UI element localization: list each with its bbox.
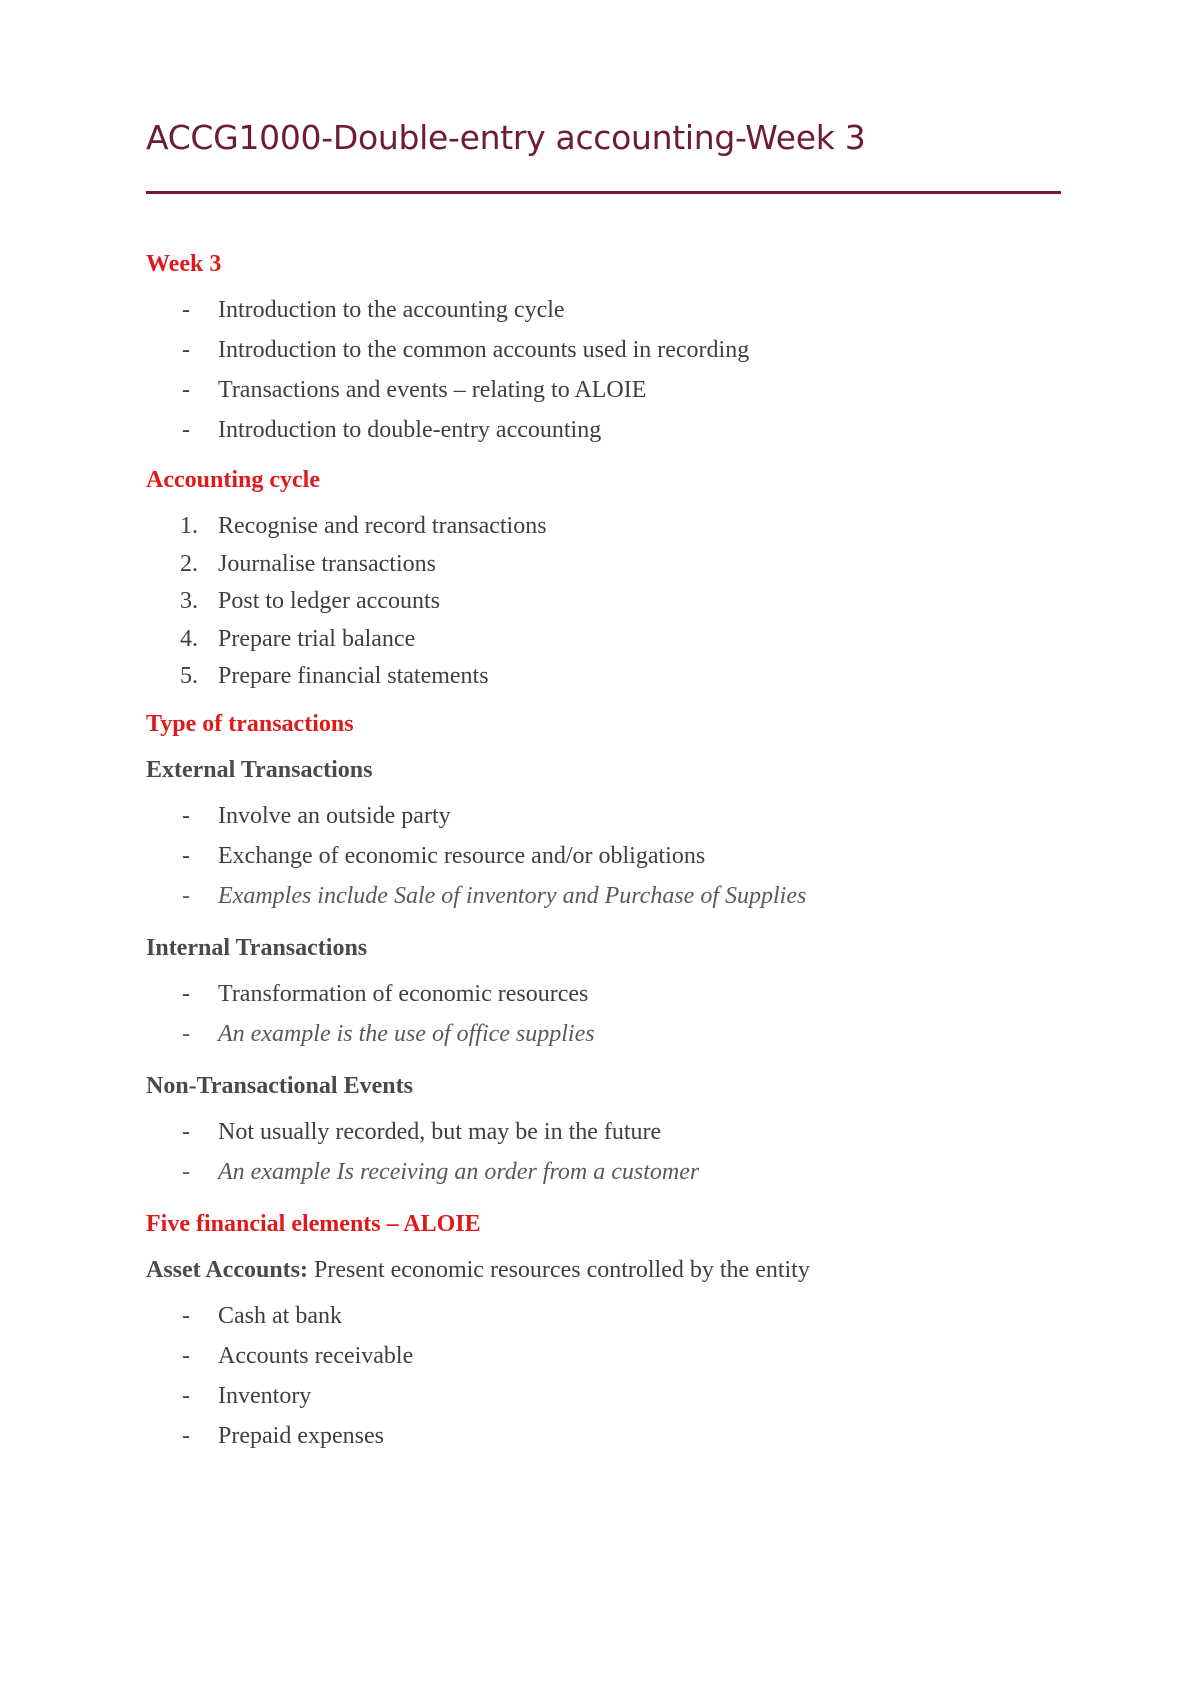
list-item: - An example is the use of office supplies xyxy=(182,1020,595,1047)
dash-marker: - xyxy=(182,377,190,403)
list-item: - Introduction to the accounting cycle xyxy=(146,292,1061,332)
external-transactions-list xyxy=(146,798,1061,918)
accounting-cycle-list xyxy=(146,508,1061,696)
list-item: - Exchange of economic resource and/or obligations xyxy=(182,842,706,869)
non-transactional-list xyxy=(146,1114,1061,1194)
asset-accounts-label: Asset Accounts: xyxy=(146,1256,308,1283)
list-item: - An example Is receiving an order from a customer xyxy=(182,1158,700,1185)
document-page xyxy=(146,0,1061,1698)
asset-accounts-definition: Asset Accounts: Present economic resources controlled by the entity xyxy=(146,1256,810,1283)
list-item: 2. Journalise transactions xyxy=(180,550,436,577)
dash-marker: - xyxy=(182,337,190,363)
elements-heading: Five financial elements – ALOIE xyxy=(146,1210,481,1237)
list-item: - Introduction to the common accounts used in recording xyxy=(146,332,1061,372)
list-item: 3. Post to ledger accounts xyxy=(180,588,440,614)
list-item: - Transformation of economic resources xyxy=(182,980,589,1007)
list-item: - Inventory xyxy=(182,1382,312,1409)
document-body xyxy=(146,246,1061,1458)
list-item: 4. Prepare trial balance xyxy=(180,625,416,652)
list-item: 5. Prepare financial statements xyxy=(180,663,489,689)
internal-transactions-list xyxy=(146,976,1061,1056)
list-item: - Accounts receivable xyxy=(182,1342,414,1369)
external-transactions-heading: External Transactions xyxy=(146,756,373,783)
list-item: - Not usually recorded, but may be in the future xyxy=(182,1118,662,1145)
dash-marker: - xyxy=(182,297,190,323)
accounting-cycle-heading: Accounting cycle xyxy=(146,467,320,493)
dash-marker: - xyxy=(182,417,190,443)
list-item: - Examples include Sale of inventory and Purchase of Supplies xyxy=(182,882,807,909)
list-item: - Prepaid expenses xyxy=(182,1422,384,1449)
list-item: - Introduction to double-entry accounting xyxy=(146,412,1061,452)
list-item: - Cash at bank xyxy=(182,1302,342,1329)
non-transactional-heading: Non-Transactional Events xyxy=(146,1072,413,1099)
week3-list xyxy=(146,292,1061,452)
list-item: 1. Recognise and record transactions xyxy=(180,513,547,539)
title-underline xyxy=(146,191,1061,194)
document-title: ACCG1000-Double-entry accounting-Week 3 xyxy=(146,118,866,157)
list-item: - Transactions and events – relating to ALOIE xyxy=(146,372,1061,412)
asset-accounts-list xyxy=(146,1298,1061,1458)
transactions-heading: Type of transactions xyxy=(146,710,354,737)
week3-heading: Week 3 xyxy=(146,251,222,277)
internal-transactions-heading: Internal Transactions xyxy=(146,934,368,961)
list-item: - Involve an outside party xyxy=(182,802,451,829)
